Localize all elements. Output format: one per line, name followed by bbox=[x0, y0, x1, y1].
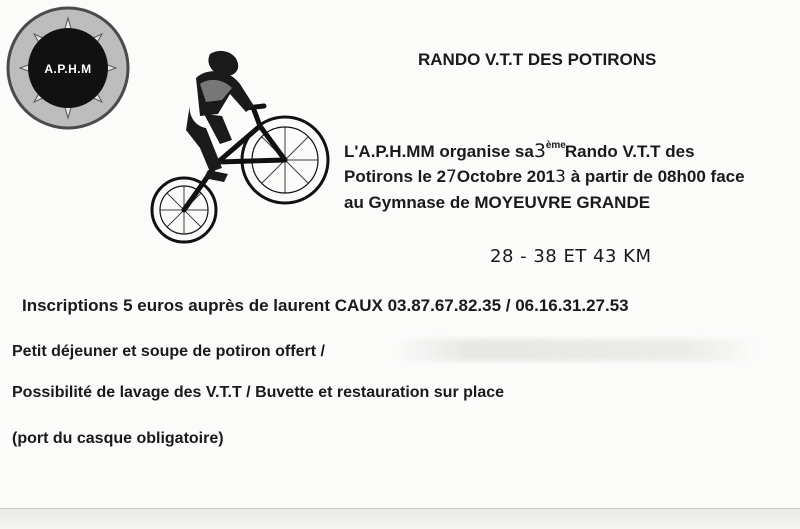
services-info: Possibilité de lavage des V.T.T / Buvette et restauration sur place bbox=[12, 384, 505, 401]
date-text: Potirons le 2 bbox=[344, 167, 447, 186]
page-bottom-edge bbox=[0, 508, 800, 529]
organizer-text: L'A.P.H.MM organise sa bbox=[344, 142, 534, 161]
announcement-line-2 bbox=[344, 164, 745, 190]
announcement-line-3: au Gymnase de MOYEUVRE GRANDE bbox=[344, 193, 651, 212]
faded-text-area bbox=[396, 339, 756, 361]
start-time-text: à partir de 08h00 face bbox=[570, 167, 745, 186]
event-title: RANDO V.T.T DES POTIRONS bbox=[418, 50, 657, 69]
date-month-text: Octobre 201 bbox=[456, 167, 556, 186]
event-name-text: Rando V.T.T des bbox=[564, 142, 695, 161]
route-distances: 28 - 38 ET 43 KM bbox=[490, 246, 652, 267]
mountain-biker-illustration bbox=[148, 44, 338, 249]
date-day-correction: 7 bbox=[446, 167, 457, 187]
registration-info: Inscriptions 5 euros auprès de laurent CAUX 03.87.67.82.35 / 06.16.31.27.53 bbox=[22, 296, 629, 315]
helmet-notice: (port du casque obligatoire) bbox=[12, 430, 224, 447]
edition-suffix: ème bbox=[545, 140, 566, 151]
edition-ordinal bbox=[533, 140, 566, 162]
edition-number: 3 bbox=[533, 140, 546, 162]
logo-text: A.P.H.M bbox=[44, 62, 92, 76]
announcement-line-1 bbox=[344, 139, 745, 164]
event-announcement bbox=[344, 139, 745, 215]
aphm-logo bbox=[4, 4, 132, 132]
breakfast-info: Petit déjeuner et soupe de potiron offert / bbox=[12, 343, 325, 360]
date-year-correction: 3 bbox=[555, 167, 566, 187]
